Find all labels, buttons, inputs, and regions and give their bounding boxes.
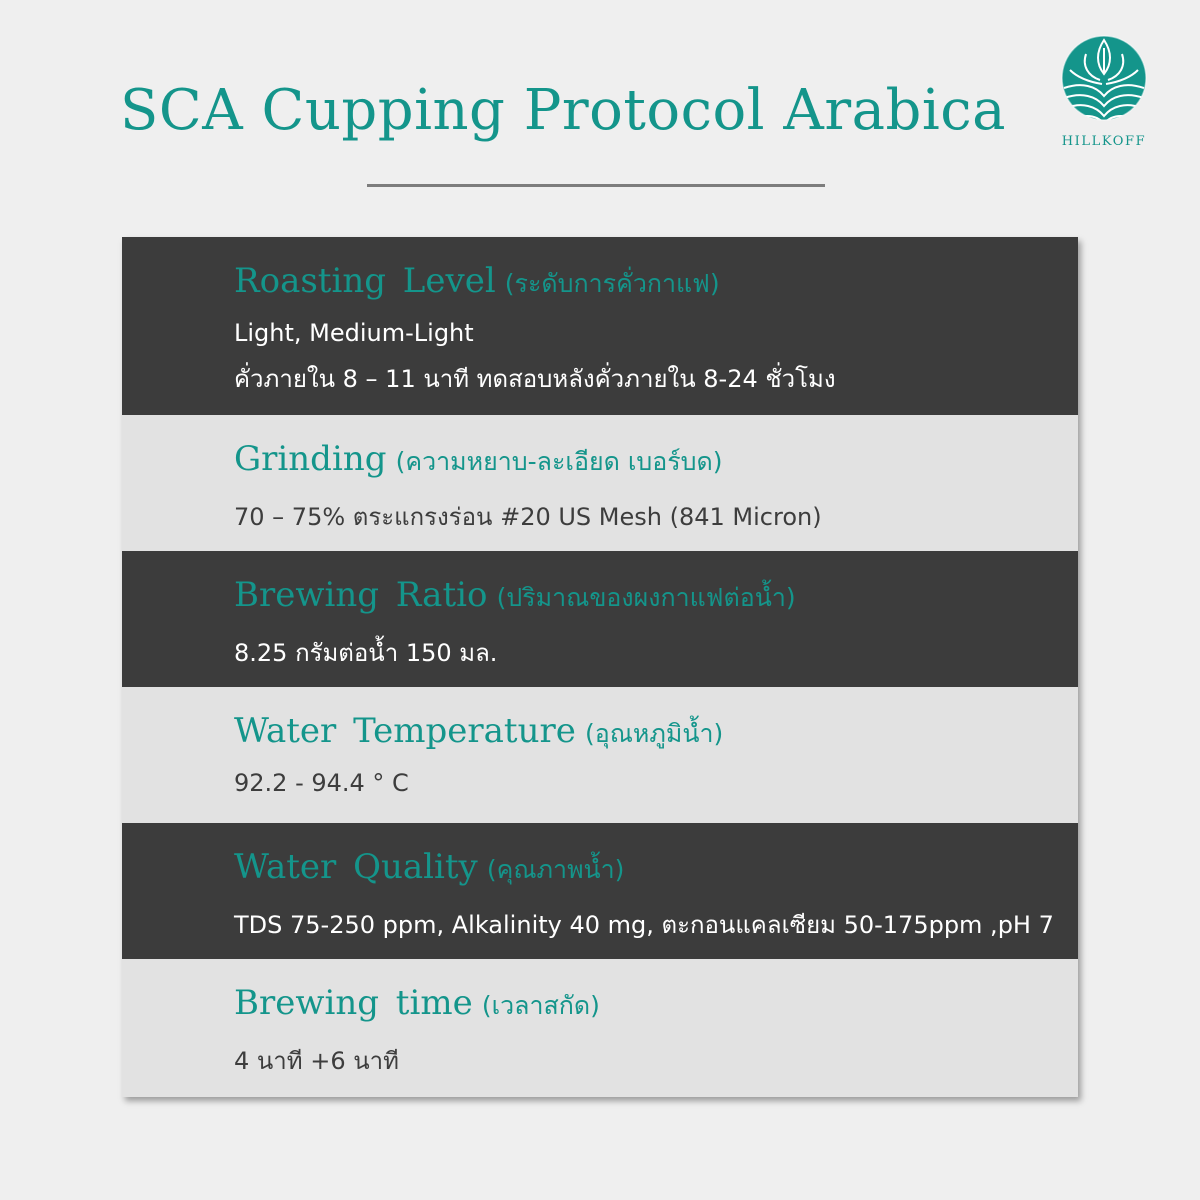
heading-english: Brewing Ratio bbox=[234, 575, 488, 615]
section-heading bbox=[234, 575, 796, 618]
section-heading bbox=[234, 983, 600, 1026]
page-title: SCA Cupping Protocol Arabica bbox=[120, 78, 1006, 143]
section-water-quality bbox=[122, 823, 1078, 959]
heading-thai: (ระดับการคั่วกาแฟ) bbox=[504, 269, 720, 298]
section-detail: คั่วภายใน 8 – 11 นาที ทดสอบหลังคั่วภายใน 8-24 ชั่วโมง bbox=[234, 365, 836, 393]
section-roasting-level bbox=[122, 237, 1078, 415]
heading-thai: (เวลาสกัด) bbox=[481, 991, 600, 1020]
brand-name: HILLKOFF bbox=[1061, 134, 1147, 149]
section-heading bbox=[234, 847, 624, 890]
section-brewing-ratio bbox=[122, 551, 1078, 687]
section-detail: 70 – 75% ตระแกรงร่อน #20 US Mesh (841 Micron) bbox=[234, 503, 822, 531]
section-heading bbox=[234, 261, 720, 304]
protocol-panel bbox=[122, 237, 1078, 1097]
section-detail: TDS 75-250 ppm, Alkalinity 40 mg, ตะกอนแคลเซียม 50-175ppm ,pH 7 bbox=[234, 911, 1054, 939]
section-detail: 8.25 กรัมต่อน้ำ 150 มล. bbox=[234, 639, 498, 667]
section-grinding bbox=[122, 415, 1078, 551]
heading-english: Brewing time bbox=[234, 983, 473, 1023]
heading-english: Roasting Level bbox=[234, 261, 496, 301]
heading-english: Water Temperature bbox=[234, 711, 576, 751]
section-brewing-time bbox=[122, 959, 1078, 1097]
title-divider bbox=[367, 184, 825, 187]
section-detail: Light, Medium-Light bbox=[234, 319, 474, 347]
heading-english: Grinding bbox=[234, 439, 387, 479]
heading-thai: (อุณหภูมิน้ำ) bbox=[584, 719, 724, 748]
section-heading bbox=[234, 711, 723, 754]
section-detail: 4 นาที +6 นาที bbox=[234, 1047, 399, 1075]
leaf-emblem-icon bbox=[1056, 30, 1152, 126]
heading-thai: (ปริมาณของผงกาแฟต่อน้ำ) bbox=[496, 583, 796, 612]
heading-thai: (ความหยาบ-ละเอียด เบอร์บด) bbox=[395, 447, 723, 476]
brand-logo bbox=[1052, 30, 1156, 158]
section-water-temperature bbox=[122, 687, 1078, 823]
heading-english: Water Quality bbox=[234, 847, 478, 887]
heading-thai: (คุณภาพน้ำ) bbox=[486, 855, 625, 884]
section-detail: 92.2 - 94.4 ° C bbox=[234, 769, 409, 797]
section-heading bbox=[234, 439, 723, 482]
